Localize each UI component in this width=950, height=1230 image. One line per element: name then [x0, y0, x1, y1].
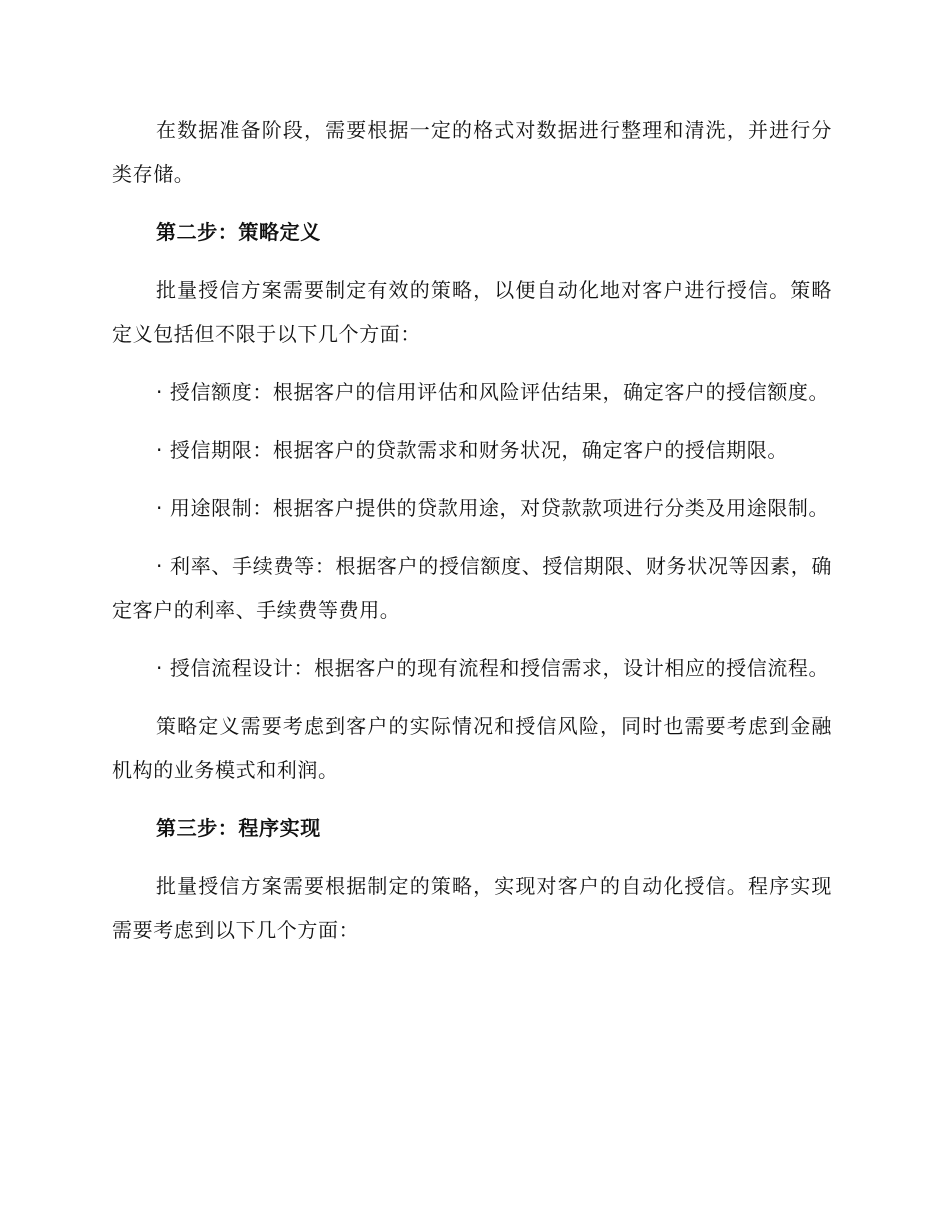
- paragraph-program-implementation: 批量授信方案需要根据制定的策略，实现对客户的自动化授信。程序实现需要考虑到以下几个方面：: [112, 874, 832, 942]
- list-item-interest-fees: · 利率、手续费等：根据客户的授信额度、授信期限、财务状况等因素，确定客户的利率、手续费等费用。: [112, 554, 832, 622]
- heading-step-three: 第三步：程序实现: [156, 816, 321, 840]
- heading-step-two: 第二步：策略定义: [156, 220, 321, 244]
- list-item-credit-term: · 授信期限：根据客户的贷款需求和财务状况，确定客户的授信期限。: [156, 438, 788, 462]
- list-item-process-design: · 授信流程设计：根据客户的现有流程和授信需求，设计相应的授信流程。: [156, 656, 830, 680]
- paragraph-strategy-considerations: 策略定义需要考虑到客户的实际情况和授信风险，同时也需要考虑到金融机构的业务模式和利润。: [112, 714, 832, 782]
- paragraph-strategy-intro: 批量授信方案需要制定有效的策略，以便自动化地对客户进行授信。策略定义包括但不限于以下几个方面：: [112, 278, 832, 346]
- list-item-credit-limit: · 授信额度：根据客户的信用评估和风险评估结果，确定客户的授信额度。: [156, 380, 830, 404]
- document-body: [112, 108, 832, 966]
- paragraph-data-preparation: 在数据准备阶段，需要根据一定的格式对数据进行整理和清洗，并进行分类存储。: [112, 118, 832, 186]
- list-item-usage-restriction: · 用途限制：根据客户提供的贷款用途，对贷款款项进行分类及用途限制。: [156, 496, 830, 520]
